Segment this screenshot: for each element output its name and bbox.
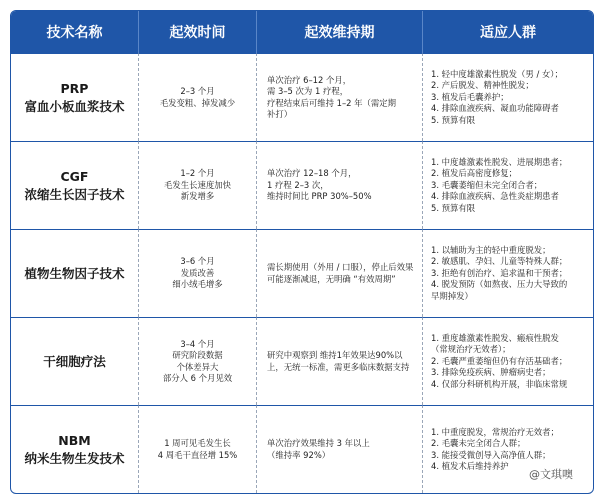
cell-audience-line: 3. 拒绝有创治疗、追求温和干预者； [431, 267, 568, 278]
cell-effect-time [139, 141, 257, 229]
cell-effect-time [139, 229, 257, 317]
table-row [11, 141, 593, 229]
cell-audience-line: 2. 产后脱发、精神性脱发； [431, 80, 534, 91]
cell-audience-line: 4. 植发术后维持养护 [431, 460, 509, 471]
cell-effect-time-line: 毛发生长速度加快 [164, 179, 231, 190]
cell-audience-line: 4. 排除血液疾病、急性炎症期患者 [431, 191, 559, 202]
cell-audience [423, 53, 593, 141]
cell-duration-line: 维持时间比 PRP 30%–50% [267, 191, 372, 202]
table-row [11, 229, 593, 317]
cell-tech-name-line: NBM [58, 433, 91, 448]
cell-duration-line: 单次治疗 12–18 个月， [267, 168, 357, 179]
cell-audience-line: 早期掉发） [431, 290, 473, 301]
cell-duration-line: 需长期使用（外用 / 口服），停止后效果可能逐渐减退，无明确 “有效周期” [267, 262, 414, 284]
cell-duration-line: 单次治疗 6–12 个月， [267, 74, 352, 85]
cell-effect-time [139, 53, 257, 141]
cell-audience-line: 3. 植发后毛囊养护； [431, 91, 509, 102]
table-body [11, 53, 593, 493]
cell-audience-line: 2. 植发后高密度修复； [431, 168, 518, 179]
cell-effect-time-line: 发质改善 [180, 267, 215, 278]
cell-duration [257, 141, 423, 229]
header-audience: 适应人群 [423, 11, 593, 53]
cell-audience-line: 2. 毛囊未完全闭合人群； [431, 438, 526, 449]
cell-tech-name-line: 纳米生物生发技术 [24, 450, 125, 466]
cell-effect-time-line: 3–4 个月 [180, 338, 215, 349]
table-row [11, 317, 593, 405]
cell-audience-line: 5. 预算有限 [431, 202, 476, 213]
cell-audience-line: 1. 轻中度雄激素性脱发（男 / 女）； [431, 69, 563, 80]
cell-tech-name [11, 405, 139, 493]
cell-audience [423, 317, 593, 405]
cell-audience-line: 2. 毛囊严重萎缩但仍有存活基础者； [431, 355, 568, 366]
cell-effect-time-line: 3–6 个月 [180, 256, 215, 267]
cell-duration [257, 53, 423, 141]
cell-effect-time-line: 1–2 个月 [180, 168, 215, 179]
cell-audience [423, 141, 593, 229]
cell-tech-name-line: 富血小板血浆技术 [24, 98, 125, 114]
cell-duration-line: 需 3–5 次为 1 疗程， [267, 86, 349, 97]
header-duration: 起效维持期 [257, 11, 423, 53]
watermark: @文琪噢 [526, 465, 576, 483]
cell-duration [257, 317, 423, 405]
cell-audience-line: 1. 中重度脱发，常规治疗无效者； [431, 426, 559, 437]
cell-effect-time [139, 317, 257, 405]
comparison-table-container [10, 10, 592, 493]
cell-tech-name [11, 141, 139, 229]
cell-effect-time-line: 毛发变粗、掉发减少 [159, 97, 236, 108]
cell-tech-name-line: 浓缩生长因子技术 [24, 186, 125, 202]
cell-audience-line: 4. 仅部分科研机构开展，非临床常规 [431, 378, 568, 389]
cell-tech-name-line: 干细胞疗法 [43, 353, 106, 369]
cell-effect-time-line: 细小绒毛增多 [172, 279, 223, 290]
table-header-row [11, 11, 593, 53]
cell-duration-line: 疗程结束后可维持 1–2 年（需定期 [267, 97, 397, 108]
table-row [11, 53, 593, 141]
cell-audience-line: 4. 排除血液疾病、凝血功能障碍者 [431, 103, 559, 114]
cell-effect-time-line: 研究阶段数据 [172, 350, 223, 361]
cell-duration-line: 研究中观察到 维持1年效果达90%以上，无统一标准，需更多临床数据支持 [267, 350, 410, 372]
cell-duration [257, 229, 423, 317]
cell-tech-name-line: 植物生物因子技术 [24, 265, 125, 281]
cell-effect-time-line: 部分人 6 个月见效 [162, 372, 233, 383]
cell-tech-name-line: PRP [60, 81, 89, 96]
cell-audience-line: 3. 能接受微创导入高净值人群； [431, 449, 551, 460]
cell-effect-time-line: 新发增多 [180, 191, 215, 202]
cell-audience-line: 3. 毛囊萎缩但未完全闭合者； [431, 179, 543, 190]
cell-tech-name [11, 317, 139, 405]
cell-duration-line: 补打） [267, 108, 293, 119]
cell-audience [423, 229, 593, 317]
cell-audience-line: 3. 排除免疫疾病、肿瘤病史者； [431, 367, 551, 378]
cell-tech-name-line: CGF [60, 169, 89, 184]
header-effect-time: 起效时间 [139, 11, 257, 53]
cell-audience-line: 4. 脱发预防（如熬夜、压力大导致的 [431, 279, 568, 290]
cell-effect-time [139, 405, 257, 493]
cell-tech-name [11, 229, 139, 317]
cell-effect-time-line: 4 周毛干直径增 15% [157, 449, 238, 460]
cell-duration-line: （维持率 92%） [267, 449, 331, 460]
cell-audience-line: 5. 预算有限 [431, 114, 476, 125]
cell-effect-time-line: 个体差异大 [176, 361, 219, 372]
cell-audience-line: 1. 重度雄激素性脱发、瘢痕性脱发 [431, 333, 559, 344]
cell-duration-line: 1 疗程 2–3 次， [267, 179, 329, 190]
cell-duration-line: 单次治疗效果维持 3 年以上 [267, 438, 370, 449]
hair-treatment-comparison-table [10, 10, 594, 494]
cell-effect-time-line: 1 周可见毛发生长 [164, 438, 231, 449]
header-tech: 技术名称 [11, 11, 139, 53]
cell-audience-line: 1. 以辅助为主的轻中重度脱发； [431, 245, 551, 256]
table-row [11, 405, 593, 493]
cell-audience-line: （常规治疗无效者）； [431, 344, 511, 355]
cell-audience-line: 1. 中度雄激素性脱发、进展期患者； [431, 157, 568, 168]
cell-audience-line: 2. 敏感肌、孕妇、儿童等特殊人群； [431, 256, 568, 267]
cell-tech-name [11, 53, 139, 141]
cell-effect-time-line: 2–3 个月 [180, 86, 215, 97]
cell-duration [257, 405, 423, 493]
